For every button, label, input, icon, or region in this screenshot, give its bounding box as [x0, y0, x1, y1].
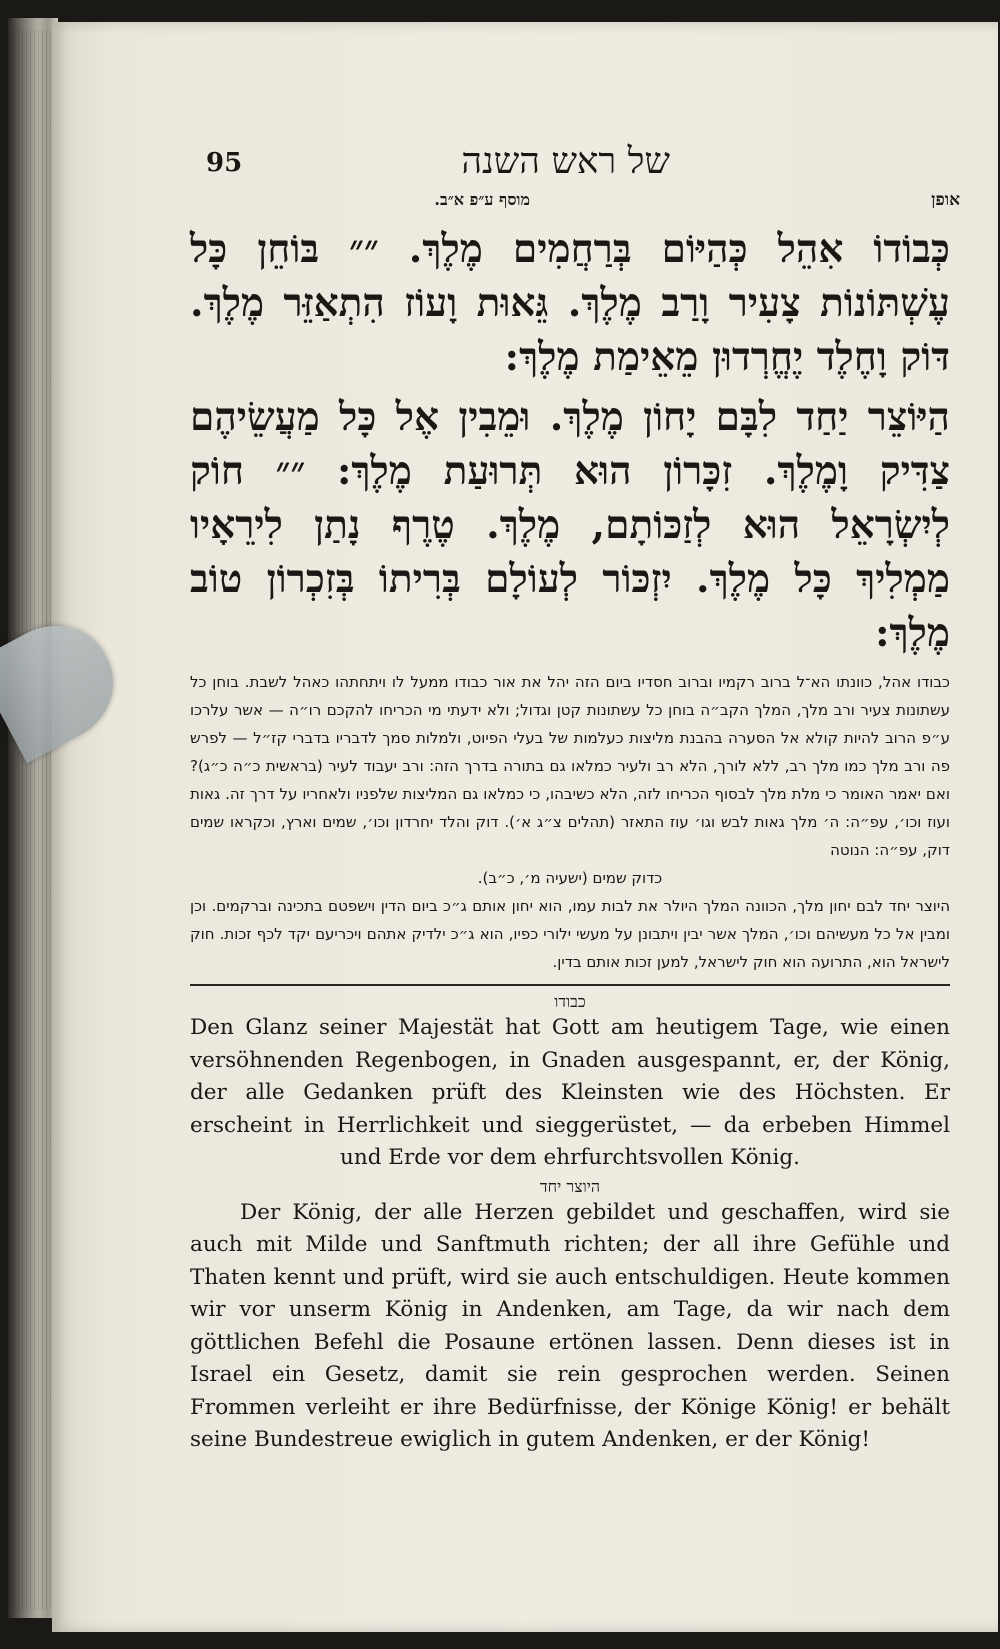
commentary-paragraph-1-end: כדוק שמים (ישעיה מ׳, כ״ב). — [477, 869, 663, 887]
subhead-row — [190, 190, 960, 220]
poem-stanza-2: הַיּוֹצֵר יַחַד לִבָּם יָחוֹן מֶלֶךְ. וּמֵבִין אֶל כָּל מַעֲשֵׂיהֶם צַדִּיק וָמֶלֶךְ. זִכָּרוֹן הוּא תְּרוּעַת מֶלֶךְ: ״״ חוֹק לְיִשְׂרָאֵל הוּא לְזַכּוֹתָם, מֶלֶךְ. טֶרֶף נָתַן לִירֵאָיו מַמְלִיךְ כָּל מֶלֶךְ. יִזְכּוֹר לְעוֹלָם בְּרִיתוֹ בְּזִכְרוֹן טוֹב מֶלֶךְ: — [190, 394, 950, 656]
divider-rule — [190, 984, 950, 986]
commentary-paragraph-1: כבודו אהל, כוונתו הא־ל ברוב רקמיו וברוב חסדיו ביום הזה יהל את אור כבודו ממעל לו ויתחתהו כאהל לשבת. בוחן כל עשתונות צעיר ורב מלך, המלך הקב״ה בוחן כל עשתונות קטן וגדול; ולא ידעתי מי הכריחו להקכם רו״ה — אשר עלרכו ע״פ הרוב להיות קולא אל הסערה בהבנת מליצות כעלמות של בעלי הפיוט, ולמלות סמך לדבריו בדברי קז״ל — לפרש פה ורב מלך כמו מלך רב, ללא לורך, הלא רב ולעיר כמלאו גם בתורה בדרך הזה: ורב יעבוד לעיר (בראשית כ״ה כ״ג)? ואם יאמר האומר כי מלת מלך לבסוף הכריחו לזה, הלא כשיבהו, כי כמלאו גם המליצות שלפניו ולאחריו על דרך זה. גאות ועוז וכו׳, עפ״ה: ה׳ מלך גאות לבש וגו׳ עוז התאזר (תהלים צ״ג א׳). דוק והלד יחרדון וכו׳, שמים וארץ, וכקראו שמים דוק, עפ״ה: הנוטה — [190, 673, 950, 859]
translation-paragraph-2: Der König, der alle Herzen gebildet und geschaffen, wird sie auch mit Milde und Sanftmuth richten; der all ihre Gefühle und Thaten kennt und prüft, wird sie auch entschuldigen. Heute kommen wir vor unserm König in Andenken, am Tage, da wir nach dem göttlichen Befehl die Posaune ertönen lassen. Denn dieses ist in Israel ein Gesetz, damit sie rein gesprochen werden. Seinen Frommen verleiht er ihre Bedürfnisse, der Könige König! er behält seine Bundestreue ewiglich in gutem Andenken, er der König! — [190, 1199, 950, 1452]
page-number: 95 — [206, 148, 243, 178]
hebrew-poem — [190, 222, 950, 660]
page-edge-lines — [14, 30, 52, 1610]
translation-title-2: היוצר יחד — [539, 1176, 601, 1196]
source-reference: מוסף ע״פ א״ב. — [434, 190, 530, 209]
running-head: של ראש השנה — [461, 141, 670, 182]
german-translation — [190, 992, 950, 1457]
ofan-label: אופן — [931, 190, 960, 210]
page-content — [190, 140, 960, 1457]
page-header — [190, 140, 950, 190]
commentary-paragraph-2: היוצר יחד לבם יחון מלך, הכוונה המלך היולר את לבות עמו, הוא יחון אותם ג״כ ביום הדין וישפטם בתכינה וברקמים. וכן ומבין אל כל מעשיהם וכו׳, המלך אשר יבין ויתבונן על מעשי ילורי כפיו, הוא ג״כ ילדיק אתהם ויכריעם יקד לכף זכות. חוק לישראל הוא, התרועה הוא חוק לישראל, למען זכות אותם בדין. — [190, 897, 950, 971]
hebrew-commentary — [190, 668, 950, 976]
translation-title-1: כבודו — [554, 992, 586, 1011]
translation-paragraph-1: Den Glanz seiner Majestät hat Gott am heutigem Tage, wie einen versöhnenden Regenbogen, in Gnaden ausgespannt, er, der König, der alle Gedanken prüft des Kleinsten wie des Höchsten. Er erscheint in Herrlichkeit und sieggerüstet, — da erbeben Himmel und Erde vor dem ehrfurchtsvollen König. — [190, 1015, 950, 1170]
poem-stanza-1: כְּבוֹדוֹ אִהֵל כְּהַיּוֹם בְּרַחֲמִים מֶלֶךְ. ״״ בּוֹחֵן כָּל עֶשְׁתּוֹנוֹת צָעִיר וָרַב מֶלֶךְ. גֵּאוּת וָעוֹז הִתְאַזֵּר מֶלֶךְ. דּוֹק וָחֶלֶד יֶחֱרְדוּן מֵאֵימַת מֶלֶךְ: — [190, 226, 950, 380]
